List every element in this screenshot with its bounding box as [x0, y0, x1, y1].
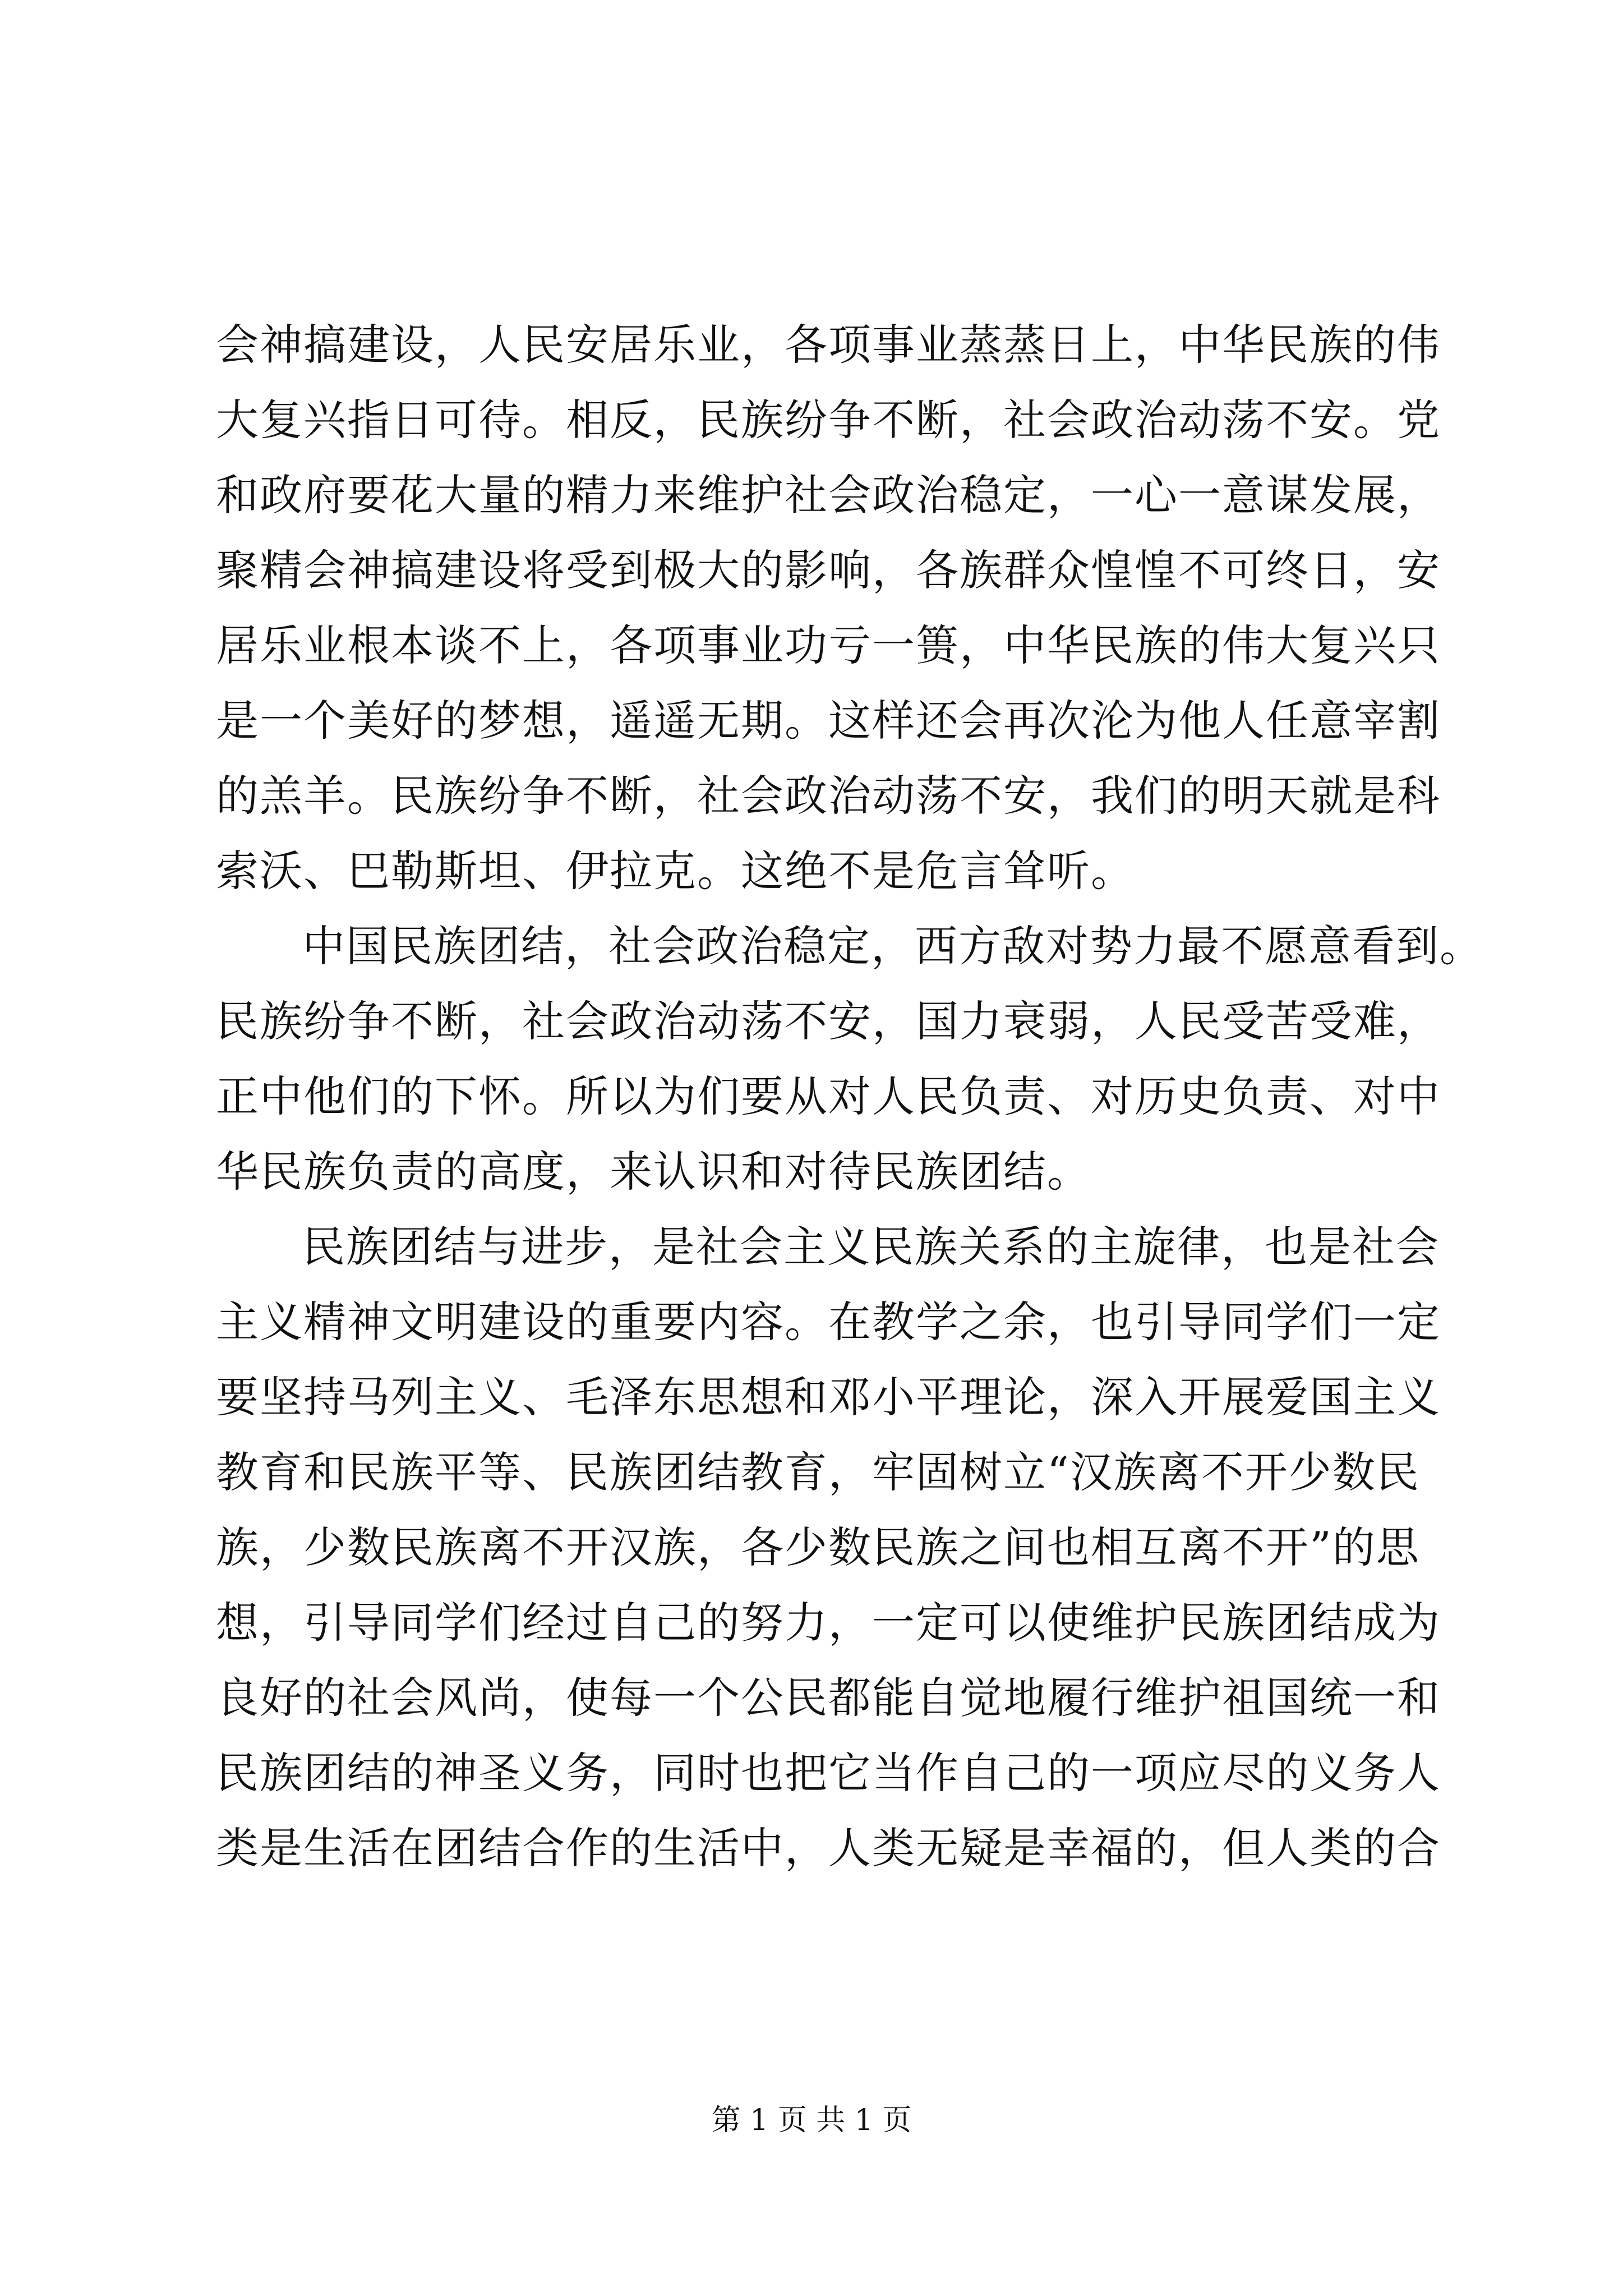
- text-line: 民族纷争不断，社会政治动荡不安，国力衰弱，人民受苦受难，: [216, 996, 1441, 1046]
- text-line: 会神搞建设，人民安居乐业，各项事业蒸蒸日上，中华民族的伟: [216, 320, 1441, 370]
- text-line: 和政府要花大量的精力来维护社会政治稳定，一心一意谋发展，: [216, 470, 1441, 520]
- text-line: 民族团结与进步，是社会主义民族关系的主旋律，也是社会: [302, 1222, 1440, 1272]
- paragraph-3: [216, 1209, 1441, 1886]
- text-line: 良好的社会风尚，使每一个公民都能自觉地履行维护祖国统一和: [216, 1673, 1441, 1723]
- text-line: 索沃、巴勒斯坦、伊拉克。这绝不是危言耸听。: [216, 846, 1135, 896]
- text-line: 类是生活在团结合作的生活中，人类无疑是幸福的，但人类的合: [216, 1823, 1441, 1873]
- text-line: 正中他们的下怀。所以为们要从对人民负责、对历史负责、对中: [216, 1071, 1441, 1121]
- text-line: 主义精神文明建设的重要内容。在教学之余，也引导同学们一定: [216, 1297, 1441, 1347]
- text-line: 居乐业根本谈不上，各项事业功亏一篑，中华民族的伟大复兴只: [216, 620, 1441, 670]
- document-body: [216, 307, 1483, 1886]
- text-line: 教育和民族平等、民族团结教育，牢固树立“汉族离不开少数民: [216, 1447, 1420, 1497]
- text-line: 大复兴指日可待。相反，民族纷争不断，社会政治动荡不安。党: [216, 395, 1441, 445]
- text-line: 族，少数民族离不开汉族，各少数民族之间也相互离不开”的思: [216, 1522, 1420, 1572]
- paragraph-2: [216, 909, 1483, 1209]
- paragraph-1: [216, 307, 1441, 909]
- text-line: 要坚持马列主义、毛泽东思想和邓小平理论，深入开展爱国主义: [216, 1372, 1441, 1422]
- text-line: 民族团结的神圣义务，同时也把它当作自己的一项应尽的义务人: [216, 1748, 1441, 1798]
- text-line: 中国民族团结，社会政治稳定，西方敌对势力最不愿意看到。: [302, 921, 1483, 971]
- text-line: 的羔羊。民族纷争不断，社会政治动荡不安，我们的明天就是科: [216, 771, 1441, 821]
- text-line: 华民族负责的高度，来认识和对待民族团结。: [216, 1147, 1091, 1197]
- text-line: 聚精会神搞建设将受到极大的影响，各族群众惶惶不可终日，安: [216, 545, 1441, 595]
- text-line: 是一个美好的梦想，遥遥无期。这样还会再次沦为他人任意宰割: [216, 696, 1441, 746]
- page-footer: 第 1 页 共 1 页: [711, 2104, 912, 2137]
- text-line: 想，引导同学们经过自己的努力，一定可以使维护民族团结成为: [216, 1598, 1441, 1648]
